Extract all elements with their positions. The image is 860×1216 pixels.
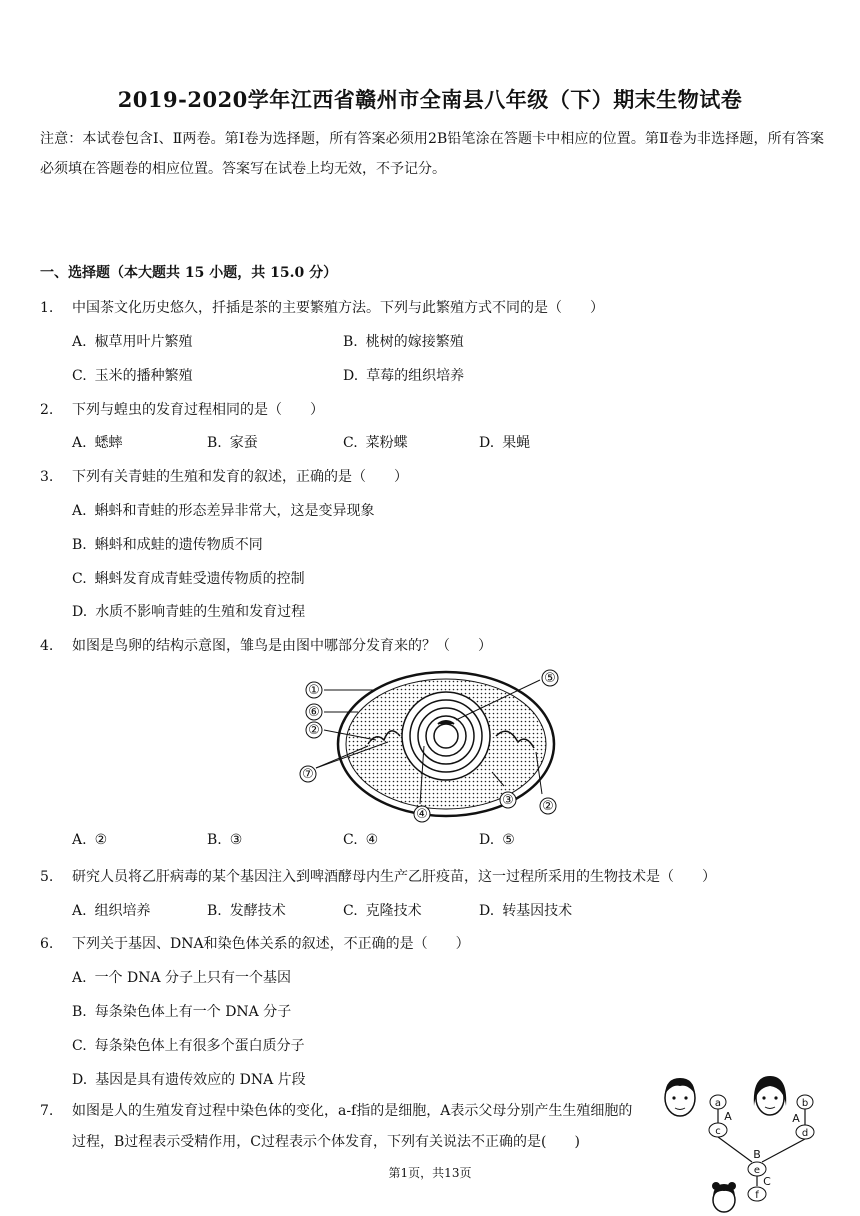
- option-text: 蟋蟀: [94, 435, 123, 451]
- process-a-label: A: [792, 1112, 800, 1125]
- option-label: C.: [343, 903, 358, 919]
- option-text: 家蚕: [229, 435, 258, 451]
- question-number: 7.: [40, 1103, 54, 1119]
- option-text: ③: [229, 832, 243, 848]
- question-2: [40, 399, 324, 419]
- question-text: 如图是人的生殖发育过程中染色体的变化，a-f指的是细胞，A表示父母分别产生生殖细胞的过程，B过程表示受精作用，C过程表示个体发育，下列有关说法不正确的是( ): [72, 1103, 633, 1150]
- option-text: 蝌蚪和成蛙的遗传物质不同: [94, 537, 263, 553]
- option-text: 果蝇: [502, 435, 531, 451]
- question-4: [40, 635, 492, 655]
- option-b[interactable]: [343, 331, 464, 351]
- option-label: D.: [479, 832, 495, 848]
- option-text: 一个 DNA 分子上只有一个基因: [94, 970, 292, 986]
- option-a[interactable]: [72, 432, 123, 452]
- option-d[interactable]: [343, 365, 464, 385]
- option-text: 桃树的嫁接繁殖: [365, 334, 464, 350]
- option-label: B.: [207, 832, 222, 848]
- option-text: 转基因技术: [502, 903, 573, 919]
- option-text: 玉米的播种繁殖: [94, 368, 193, 384]
- option-label: D.: [72, 604, 88, 620]
- question-text: 下列与蝗虫的发育过程相同的是（ ）: [72, 402, 324, 418]
- question-number: 1.: [40, 300, 54, 316]
- option-label: C.: [343, 435, 358, 451]
- section-heading: 一、选择题（本大题共 15 小题，共 15.0 分）: [40, 265, 338, 281]
- chromosome-change-diagram: [654, 1072, 830, 1216]
- cell-a-label: a: [714, 1098, 722, 1109]
- child-face-icon: [712, 1182, 736, 1212]
- option-label: C.: [72, 368, 87, 384]
- option-text: 菜粉蝶: [365, 435, 408, 451]
- option-text: 每条染色体上有一个 DNA 分子: [94, 1004, 292, 1020]
- option-b[interactable]: [207, 432, 258, 452]
- option-label: A.: [72, 832, 87, 848]
- option-text: 椒草用叶片繁殖: [94, 334, 193, 350]
- page-title: 2019-2020学年江西省赣州市全南县八年级（下）期末生物试卷: [117, 87, 743, 112]
- option-text: ⑤: [502, 832, 515, 848]
- option-text: 发酵技术: [229, 903, 286, 919]
- option-d[interactable]: [72, 1069, 306, 1089]
- egg-label: ④: [416, 807, 428, 822]
- question-text: 下列关于基因、DNA和染色体关系的叙述，不正确的是（ ）: [72, 936, 470, 952]
- egg-label: ⑤: [544, 671, 556, 686]
- question-text: 中国茶文化历史悠久，扦插是茶的主要繁殖方法。下列与此繁殖方式不同的是（ ）: [72, 300, 604, 316]
- option-label: B.: [343, 334, 358, 350]
- option-d[interactable]: [479, 832, 515, 848]
- option-d[interactable]: [72, 601, 305, 621]
- option-text: 水质不影响青蛙的生殖和发育过程: [95, 604, 306, 620]
- option-c[interactable]: [343, 900, 422, 920]
- egg-label: ⑦: [302, 767, 314, 782]
- egg-label: ③: [502, 793, 514, 808]
- option-a[interactable]: [72, 900, 151, 920]
- cell-f-label: f: [755, 1190, 759, 1201]
- option-label: C.: [72, 1038, 87, 1054]
- option-d[interactable]: [479, 432, 530, 452]
- option-label: D.: [72, 1072, 88, 1088]
- question-text: 研究人员将乙肝病毒的某个基因注入到啤酒酵母内生产乙肝疫苗，这一过程所采用的生物技术是（ ）: [72, 869, 716, 885]
- option-a[interactable]: [72, 832, 107, 848]
- cell-c-label: c: [715, 1126, 721, 1137]
- option-label: B.: [72, 1004, 87, 1020]
- option-label: A.: [72, 970, 87, 986]
- option-text: 蝌蚪发育成青蛙受遗传物质的控制: [94, 571, 305, 587]
- option-text: 草莓的组织培养: [366, 368, 465, 384]
- egg-yolk: [402, 692, 490, 780]
- option-text: 克隆技术: [365, 903, 422, 919]
- option-label: A.: [72, 903, 87, 919]
- process-c-label: C: [763, 1175, 771, 1188]
- egg-label: ⑥: [308, 705, 320, 720]
- option-c[interactable]: [343, 832, 378, 848]
- egg-label: ②: [542, 799, 554, 814]
- option-label: A.: [72, 503, 87, 519]
- option-c[interactable]: [72, 365, 193, 385]
- egg-label: ②: [308, 723, 320, 738]
- option-text: 每条染色体上有很多个蛋白质分子: [94, 1038, 305, 1054]
- option-label: D.: [479, 435, 495, 451]
- exam-notice: 注意：本试卷包含Ⅰ、Ⅱ两卷。第Ⅰ卷为选择题，所有答案必须用2B铅笔涂在答题卡中相应的位置。第Ⅱ卷为非选择题，所有答案必须填在答题卷的相应位置。答案写在试卷上均无效，不予记分。: [40, 131, 824, 177]
- option-text: ④: [365, 832, 379, 848]
- page-footer: 第1页，共13页: [388, 1166, 472, 1180]
- process-a-label: A: [724, 1110, 732, 1123]
- question-6: [40, 933, 470, 953]
- option-label: B.: [72, 537, 87, 553]
- father-face-icon: [665, 1078, 695, 1116]
- cell-e-label: e: [753, 1165, 761, 1176]
- option-a[interactable]: [72, 331, 193, 351]
- option-b[interactable]: [207, 832, 242, 848]
- option-label: B.: [207, 903, 222, 919]
- question-number: 4.: [40, 638, 54, 654]
- mother-face-icon: [754, 1076, 786, 1115]
- option-label: A.: [72, 334, 87, 350]
- process-b-label: B: [753, 1148, 761, 1161]
- option-d[interactable]: [479, 900, 572, 920]
- cell-b-label: b: [801, 1098, 809, 1109]
- option-a[interactable]: [72, 967, 291, 987]
- egg-structure-diagram: [296, 664, 576, 824]
- option-label: C.: [343, 832, 358, 848]
- germinal-disc: [438, 721, 454, 724]
- question-text: 如图是鸟卵的结构示意图，雏鸟是由图中哪部分发育来的？（ ）: [72, 638, 492, 654]
- question-text: 下列有关青蛙的生殖和发育的叙述，正确的是（ ）: [72, 469, 408, 485]
- option-label: D.: [343, 368, 359, 384]
- option-b[interactable]: [207, 900, 286, 920]
- question-number: 3.: [40, 469, 54, 485]
- option-b[interactable]: [72, 1001, 291, 1021]
- option-label: B.: [207, 435, 222, 451]
- option-c[interactable]: [343, 432, 408, 452]
- question-number: 2.: [40, 402, 54, 418]
- question-number: 5.: [40, 869, 54, 885]
- question-7: [40, 1096, 640, 1158]
- option-text: 组织培养: [94, 903, 151, 919]
- option-label: C.: [72, 571, 87, 587]
- option-c[interactable]: [72, 568, 305, 588]
- option-label: D.: [479, 903, 495, 919]
- question-5: [40, 866, 716, 886]
- question-number: 6.: [40, 936, 54, 952]
- option-text: 蝌蚪和青蛙的形态差异非常大，这是变异现象: [94, 503, 375, 519]
- option-a[interactable]: [72, 500, 375, 520]
- option-text: ②: [94, 832, 108, 848]
- cell-d-label: d: [801, 1128, 809, 1139]
- option-text: 基因是具有遗传效应的 DNA 片段: [95, 1072, 306, 1088]
- question-1: [40, 297, 604, 317]
- option-b[interactable]: [72, 534, 263, 554]
- option-label: A.: [72, 435, 87, 451]
- egg-label: ①: [308, 683, 320, 698]
- option-c[interactable]: [72, 1035, 305, 1055]
- question-3: [40, 466, 408, 486]
